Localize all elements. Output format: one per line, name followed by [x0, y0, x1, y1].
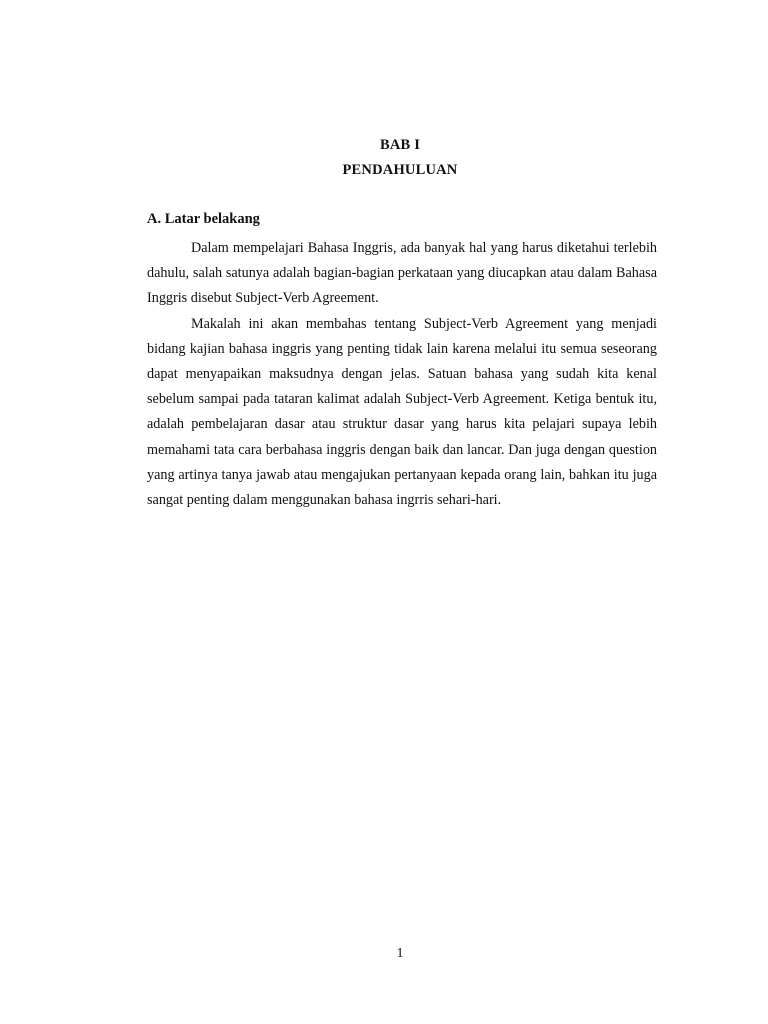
chapter-title: PENDAHULUAN	[342, 162, 458, 178]
paragraph: Makalah ini akan membahas tentang Subject-Verb Agreement yang menjadi bidang kajian bahasa inggris yang penting tidak lain karena melalui itu semua seseorang dapat menyapaikan maksudnya dengan jelas. Satuan bahasa yang sudah kita kenal sebelum sampai pada tataran kalimat adalah Subject-Verb Agreement. Ketiga bentuk itu, adalah pembelajaran dasar atau struktur dasar yang harus kita pelajari supaya lebih memahami tata cara berbahasa inggris dengan baik dan lancar. Dan juga dengan question yang artinya tanya jawab atau mengajukan pertanyaan kepada orang lain, bahkan itu juga sangat penting dalam menggunakan bahasa ingrris sehari-hari.	[147, 315, 657, 509]
page-number: 1	[396, 946, 404, 961]
section-heading: A. Latar belakang	[147, 211, 260, 227]
body-text	[147, 236, 657, 513]
chapter-number: BAB I	[379, 137, 421, 153]
paragraph: Dalam mempelajari Bahasa Inggris, ada banyak hal yang harus diketahui terlebih dahulu, salah satunya adalah bagian-bagian perkataan yang diucapkan atau dalam Bahasa Inggris disebut Subject-Verb Agreement.	[147, 240, 657, 307]
